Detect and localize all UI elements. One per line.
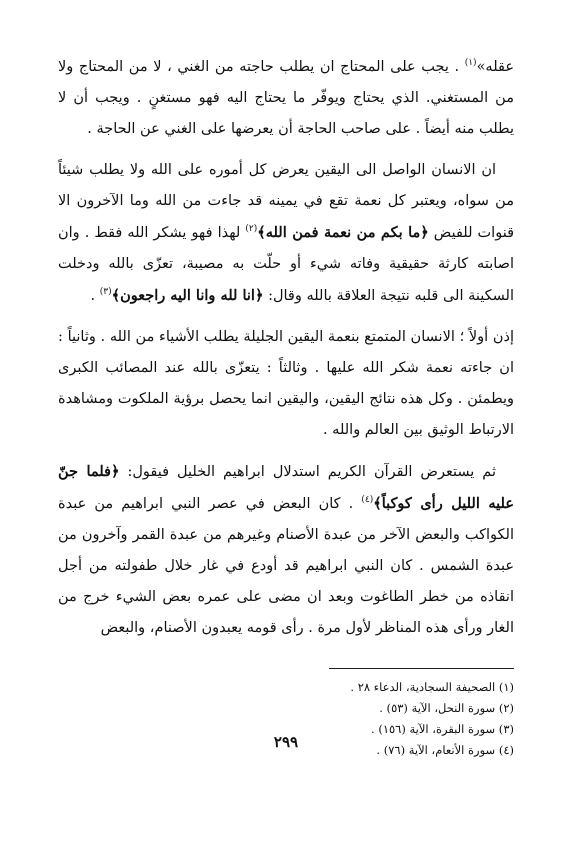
- footnote: (٣) سورة البقرة، الآية (١٥٦) .: [371, 722, 514, 736]
- paragraph: [58, 322, 514, 446]
- text-run: . يجب على المحتاج ان يطلب حاجته من الغني ، لا من المحتاج ولا من المستغني. الذي يحتاج ويوفّر ما يحتاج اليه فهو مستغنٍ . ويجب أن لا يطلب منه أيضاً . على صاحب الحاجة أن يعرضها على الغني عن الحاجة .: [58, 59, 514, 137]
- footnote-divider: [329, 668, 514, 669]
- paragraph: [58, 456, 514, 644]
- footnote-ref: (٢): [245, 224, 258, 235]
- text-run: .: [90, 288, 100, 304]
- text-run: عقله»: [476, 59, 514, 75]
- footnote-ref: (١): [464, 58, 477, 69]
- paragraph: [58, 52, 514, 145]
- text-run: لهذا فهو يشكر الله فقط . وان اصابته كارثة حقيقية وفاته شيء أو حلّت به مصيبة، تعزّى بالله ودخلت السكينة الى قلبه نتيجة العلاقة بالله وقال:: [58, 225, 514, 304]
- paragraph: [58, 155, 514, 312]
- text-run: ان الانسان الواصل الى اليقين يعرض كل أموره على الله ولا يطلب شيئاً من سواه، ويعتبر كل نعمة تقع في يمينه قد جاءت من الله وما الآخرون الا قنوات للفيض: [58, 162, 514, 241]
- body-text: [58, 52, 514, 644]
- text-run: ثم يستعرض القرآن الكريم استدلال ابراهيم الخليل فيقول:: [119, 464, 496, 480]
- footnote: (٢) سورة النحل، الآية (٥٣) .: [379, 701, 514, 715]
- text-run: . كان البعض في عصر النبي ابراهيم من عبدة الكواكب والبعض الآخر من عبدة الأصنام وغيرهم من عبدة القمر وآخرون من عبدة الشمس . كان النبي ابراهيم قد أودع في غار خلال طفولته من أجل انقاذه من خطر الطاغوت وبعد ان مضى على عمره بعض الشيء خرج من الغار ورأى هذه المناظر لأول مرة . رأى قومه يعبدون الأصنام، والبعض: [58, 496, 514, 636]
- footnote-ref: (٤): [361, 495, 374, 506]
- page-number: ٢٩٩: [273, 733, 299, 751]
- footnote: (٤) سورة الأنعام، الآية (٧٦) .: [376, 743, 514, 757]
- text-run: إذن أولاً ؛ الانسان المتمتع بنعمة اليقين الجليلة يطلب الأشياء من الله . وثانياً : ان جاءته نعمة شكر الله عليها . وثالثاً : يتعزّى بالله عند المصائب الكبرى ويطمئن . وكل هذه نتائج اليقين، واليقين انما يحصل برؤية الملكوت ومشاهدة الارتباط الوثيق بين العالم والله .: [58, 329, 514, 438]
- quran-quote: ﴿ما بكم من نعمة فمن الله﴾: [257, 224, 429, 241]
- footnote: (١) الصحيفة السجادية، الدعاء ٢٨ .: [350, 680, 514, 694]
- quran-quote: ﴿انا لله وانا اليه راجعون﴾: [111, 287, 264, 304]
- footnote-ref: (٣): [99, 287, 112, 298]
- quran-quote: ﴿فلما جنّ عليه الليل رأى كوكباً﴾: [58, 463, 514, 512]
